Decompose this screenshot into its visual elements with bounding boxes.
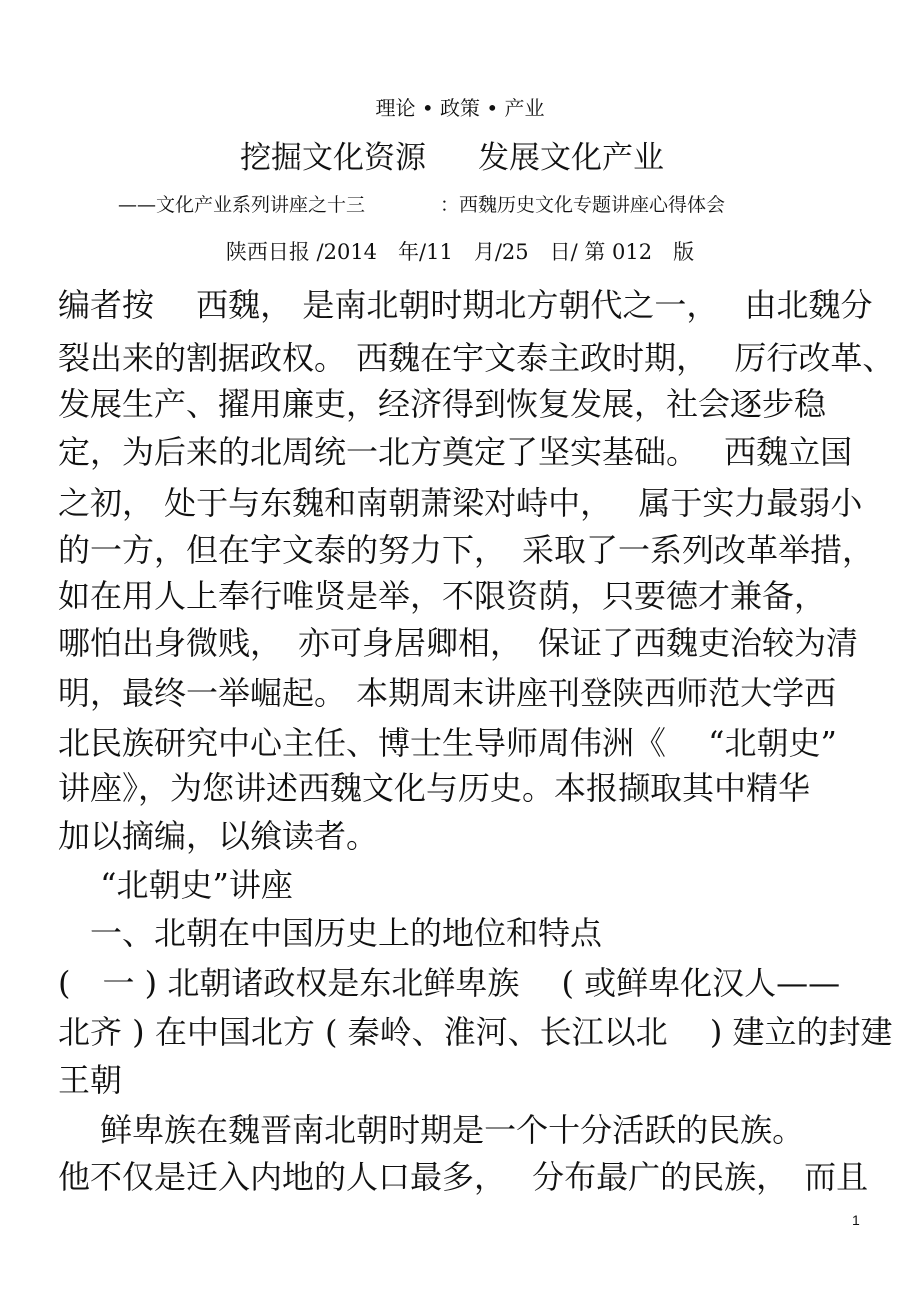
body-line: 讲座》，为您讲述西魏文化与历史。本报撷取其中精华 [58, 769, 811, 807]
body-line: 加以摘编，以飨读者。 [58, 817, 379, 855]
body-line: ( 一 ) 北朝诸政权是东北鲜卑族 ( 或鲜卑化汉人—— [58, 964, 841, 1002]
body-line: 他不仅是迁入内地的人口最多， 分布最广的民族， 而且 [58, 1158, 869, 1196]
body-line: 之初， 处于与东魏和南朝萧梁对峙中， 属于实力最弱小 [58, 484, 863, 522]
body-line: 如在用人上奉行唯贤是举，不限资荫，只要德才兼备， [58, 577, 827, 615]
page-number: 1 [852, 1212, 860, 1228]
article-subtitle-part2: ：西魏历史文化专题讲座心得体会 [440, 194, 726, 216]
body-line: 明，最终一举崛起。 本期周末讲座刊登陕西师范大学西 [58, 674, 837, 712]
body-line: 鲜卑族在魏晋南北朝时期是一个十分活跃的民族。 [58, 1111, 805, 1149]
section-header: 理论 • 政策 • 产业 [375, 96, 545, 120]
body-line: 一、北朝在中国历史上的地位和特点 [58, 914, 603, 952]
source-line: 陕西日报 /2014 年/11 月/25 日/ 第 012 版 [225, 240, 695, 264]
body-line: “北朝史”讲座 [58, 866, 293, 904]
body-line: 北齐 ) 在中国北方 ( 秦岭、淮河、长江以北 ) 建立的封建 [58, 1013, 893, 1051]
article-subtitle-part1: ——文化产业系列讲座之十三 [118, 194, 366, 216]
body-line: 定，为后来的北周统一北方奠定了坚实基础。 西魏立国 [58, 433, 853, 471]
body-line: 编者按 西魏， 是南北朝时期北方朝代之一， 由北魏分 [58, 286, 873, 324]
article-title-part1: 挖掘文化资源 [240, 140, 426, 176]
body-line: 发展生产、擢用廉吏，经济得到恢复发展，社会逐步稳 [58, 385, 827, 423]
body-line: 哪怕出身微贱， 亦可身居卿相， 保证了西魏吏治较为清 [58, 624, 859, 662]
body-line: 的一方，但在宇文泰的努力下， 采取了一系列改革举措， [58, 531, 875, 569]
body-line: 王朝 [58, 1061, 123, 1099]
body-line: 裂出来的割据政权。 西魏在宇文泰主政时期， 厉行改革、 [58, 339, 895, 377]
article-title-part2: 发展文化产业 [478, 140, 664, 176]
body-line: 北民族研究中心主任、博士生导师周伟洲《 “北朝史” [58, 724, 837, 762]
